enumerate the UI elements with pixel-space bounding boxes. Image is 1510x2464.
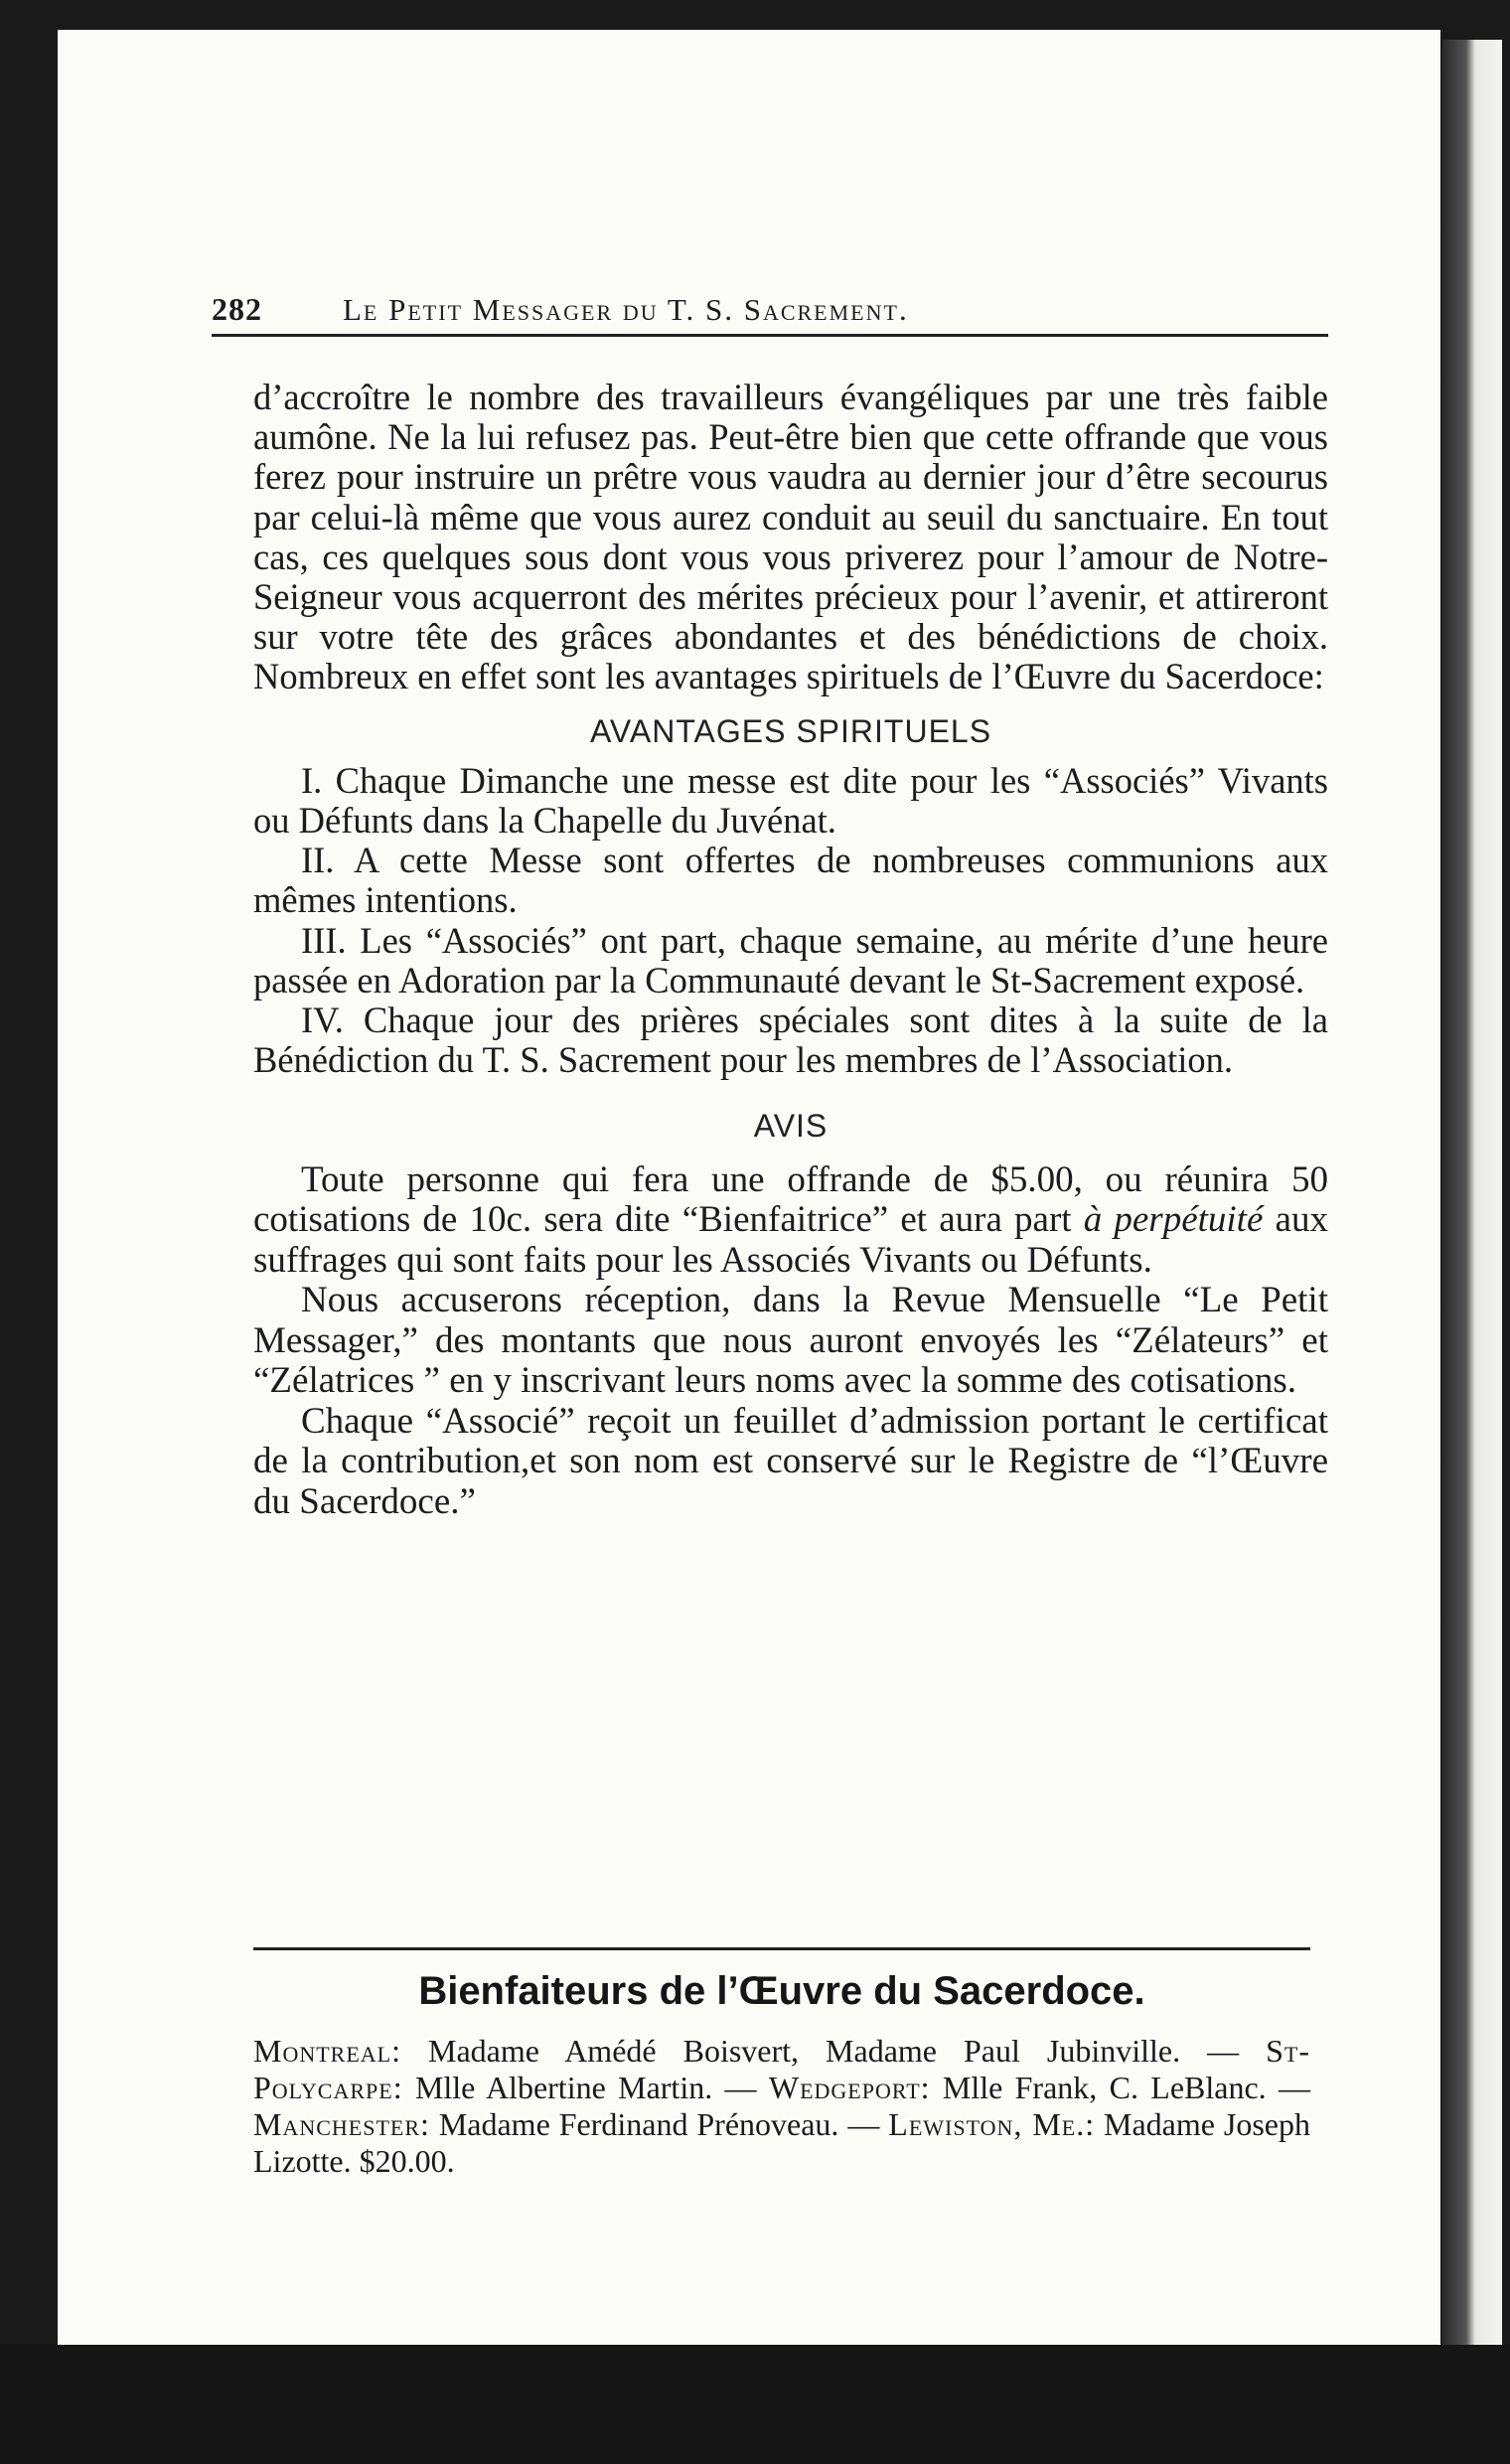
page-number: 282 — [212, 291, 262, 327]
running-head-title: Le Petit Messager du T. S. Sacrement. — [343, 292, 909, 327]
bienfaiteurs-list — [253, 2033, 1310, 2180]
donor-names: Madame Joseph Lizotte. $20.00. — [253, 2106, 1311, 2179]
avantage-item-2: II. A cette Messe sont offertes de nombreuses communions aux mêmes intentions. — [253, 840, 1328, 921]
avantage-item-4: IV. Chaque jour des prières spéciales sont dites à la suite de la Bénédiction du T. S. Sacrement pour les membres de l’Association. — [253, 1000, 1328, 1081]
avis-text-after: aux suffrages qui sont faits pour les Associés Vivants ou Défunts. — [253, 1199, 1328, 1281]
donor-separator: — — [1279, 2070, 1310, 2105]
donor-place: Manchester: — [253, 2106, 430, 2142]
donor-place: St- Polycarpe: — [253, 2033, 1310, 2105]
avantage-item-1: I. Chaque Dimanche une messe est dite pour les “Associés” Vivants ou Défunts dans la Chapelle du Juvénat. — [253, 759, 1328, 842]
donor-separator: — — [847, 2106, 889, 2142]
running-head — [212, 288, 1328, 337]
intro-paragraph: d’accroître le nombre des travailleurs évangéliques par une très faible aumône. Ne la lui refusez pas. Peut-être bien que cette offrande que vous ferez pour instruire un prêtre vous vaudra au dernier jour d’être secourus par celui-là même que vous aurez conduit au seuil du sanctuaire. En tout cas, ces quelques sous dont vous vous priverez pour l’amour de Notre-Seigneur vous acquerront des mérites précieux pour l’avenir, et attireront sur votre tête des grâces abondantes et des bénédictions de choix. Nombreux en effet sont les avantages spirituels de l’Œuvre du Sacerdoce: — [253, 377, 1328, 697]
donor-entry — [253, 2033, 1180, 2069]
avis-paragraph-2: Nous accuserons réception, dans la Revue Mensuelle “Le Petit Messager,” des montants que nous auront envoyés les “Zélateurs” et “Zélatrices ” en y inscrivant leurs noms avec la somme des cotisations. — [253, 1280, 1328, 1402]
page-edge-shadow — [1442, 40, 1502, 2355]
avis-paragraph-3: Chaque “Associé” reçoit un feuillet d’admission portant le certificat de la contribution,et son nom est conservé sur le Registre de “l’Œuvre du Sacerdoce.” — [253, 1400, 1328, 1522]
donor-names: Mlle Frank, C. LeBlanc. — [930, 2070, 1267, 2105]
avis-paragraph-1 — [253, 1160, 1328, 1282]
main-text — [253, 378, 1328, 1522]
section-title-avis: AVIS — [753, 1108, 829, 1145]
donor-place: Montreal: — [253, 2033, 401, 2069]
avis-text — [253, 1160, 1328, 1523]
section-divider — [253, 1947, 1310, 1950]
donor-entry — [725, 2070, 1267, 2105]
avis-emphasis: à perpétuité — [1083, 1199, 1264, 1241]
donor-names: Mlle Albertine Martin. — [402, 2070, 713, 2105]
avantage-item-3: III. Les “Associés” ont part, chaque semaine, au mérite d’une heure passée en Adoration par la Communauté devant le St-Sacrement exposé. — [253, 919, 1328, 1001]
bienfaiteurs-title: Bienfaiteurs de l’Œuvre du Sacerdoce. — [418, 1969, 1145, 2013]
donor-place: Lewiston, Me.: — [888, 2106, 1096, 2142]
section-title-avantages: AVANTAGES SPIRITUELS — [589, 712, 992, 749]
donor-names: Madame Amédé Boisvert, Madame Paul Jubinville. — [401, 2033, 1181, 2069]
scan-background — [0, 2345, 1510, 2464]
donor-names: Madame Ferdinand Prénoveau. — [429, 2106, 839, 2142]
donor-separator: — — [1207, 2033, 1267, 2069]
donor-place: Wedgeport: — [768, 2070, 931, 2105]
donor-separator: — — [724, 2070, 769, 2105]
avis-text-before: Toute personne qui fera une offrande de $5.00, ou réunira 50 cotisations de 10c. sera dite “Bienfaitrice” et aura part — [253, 1158, 1328, 1241]
